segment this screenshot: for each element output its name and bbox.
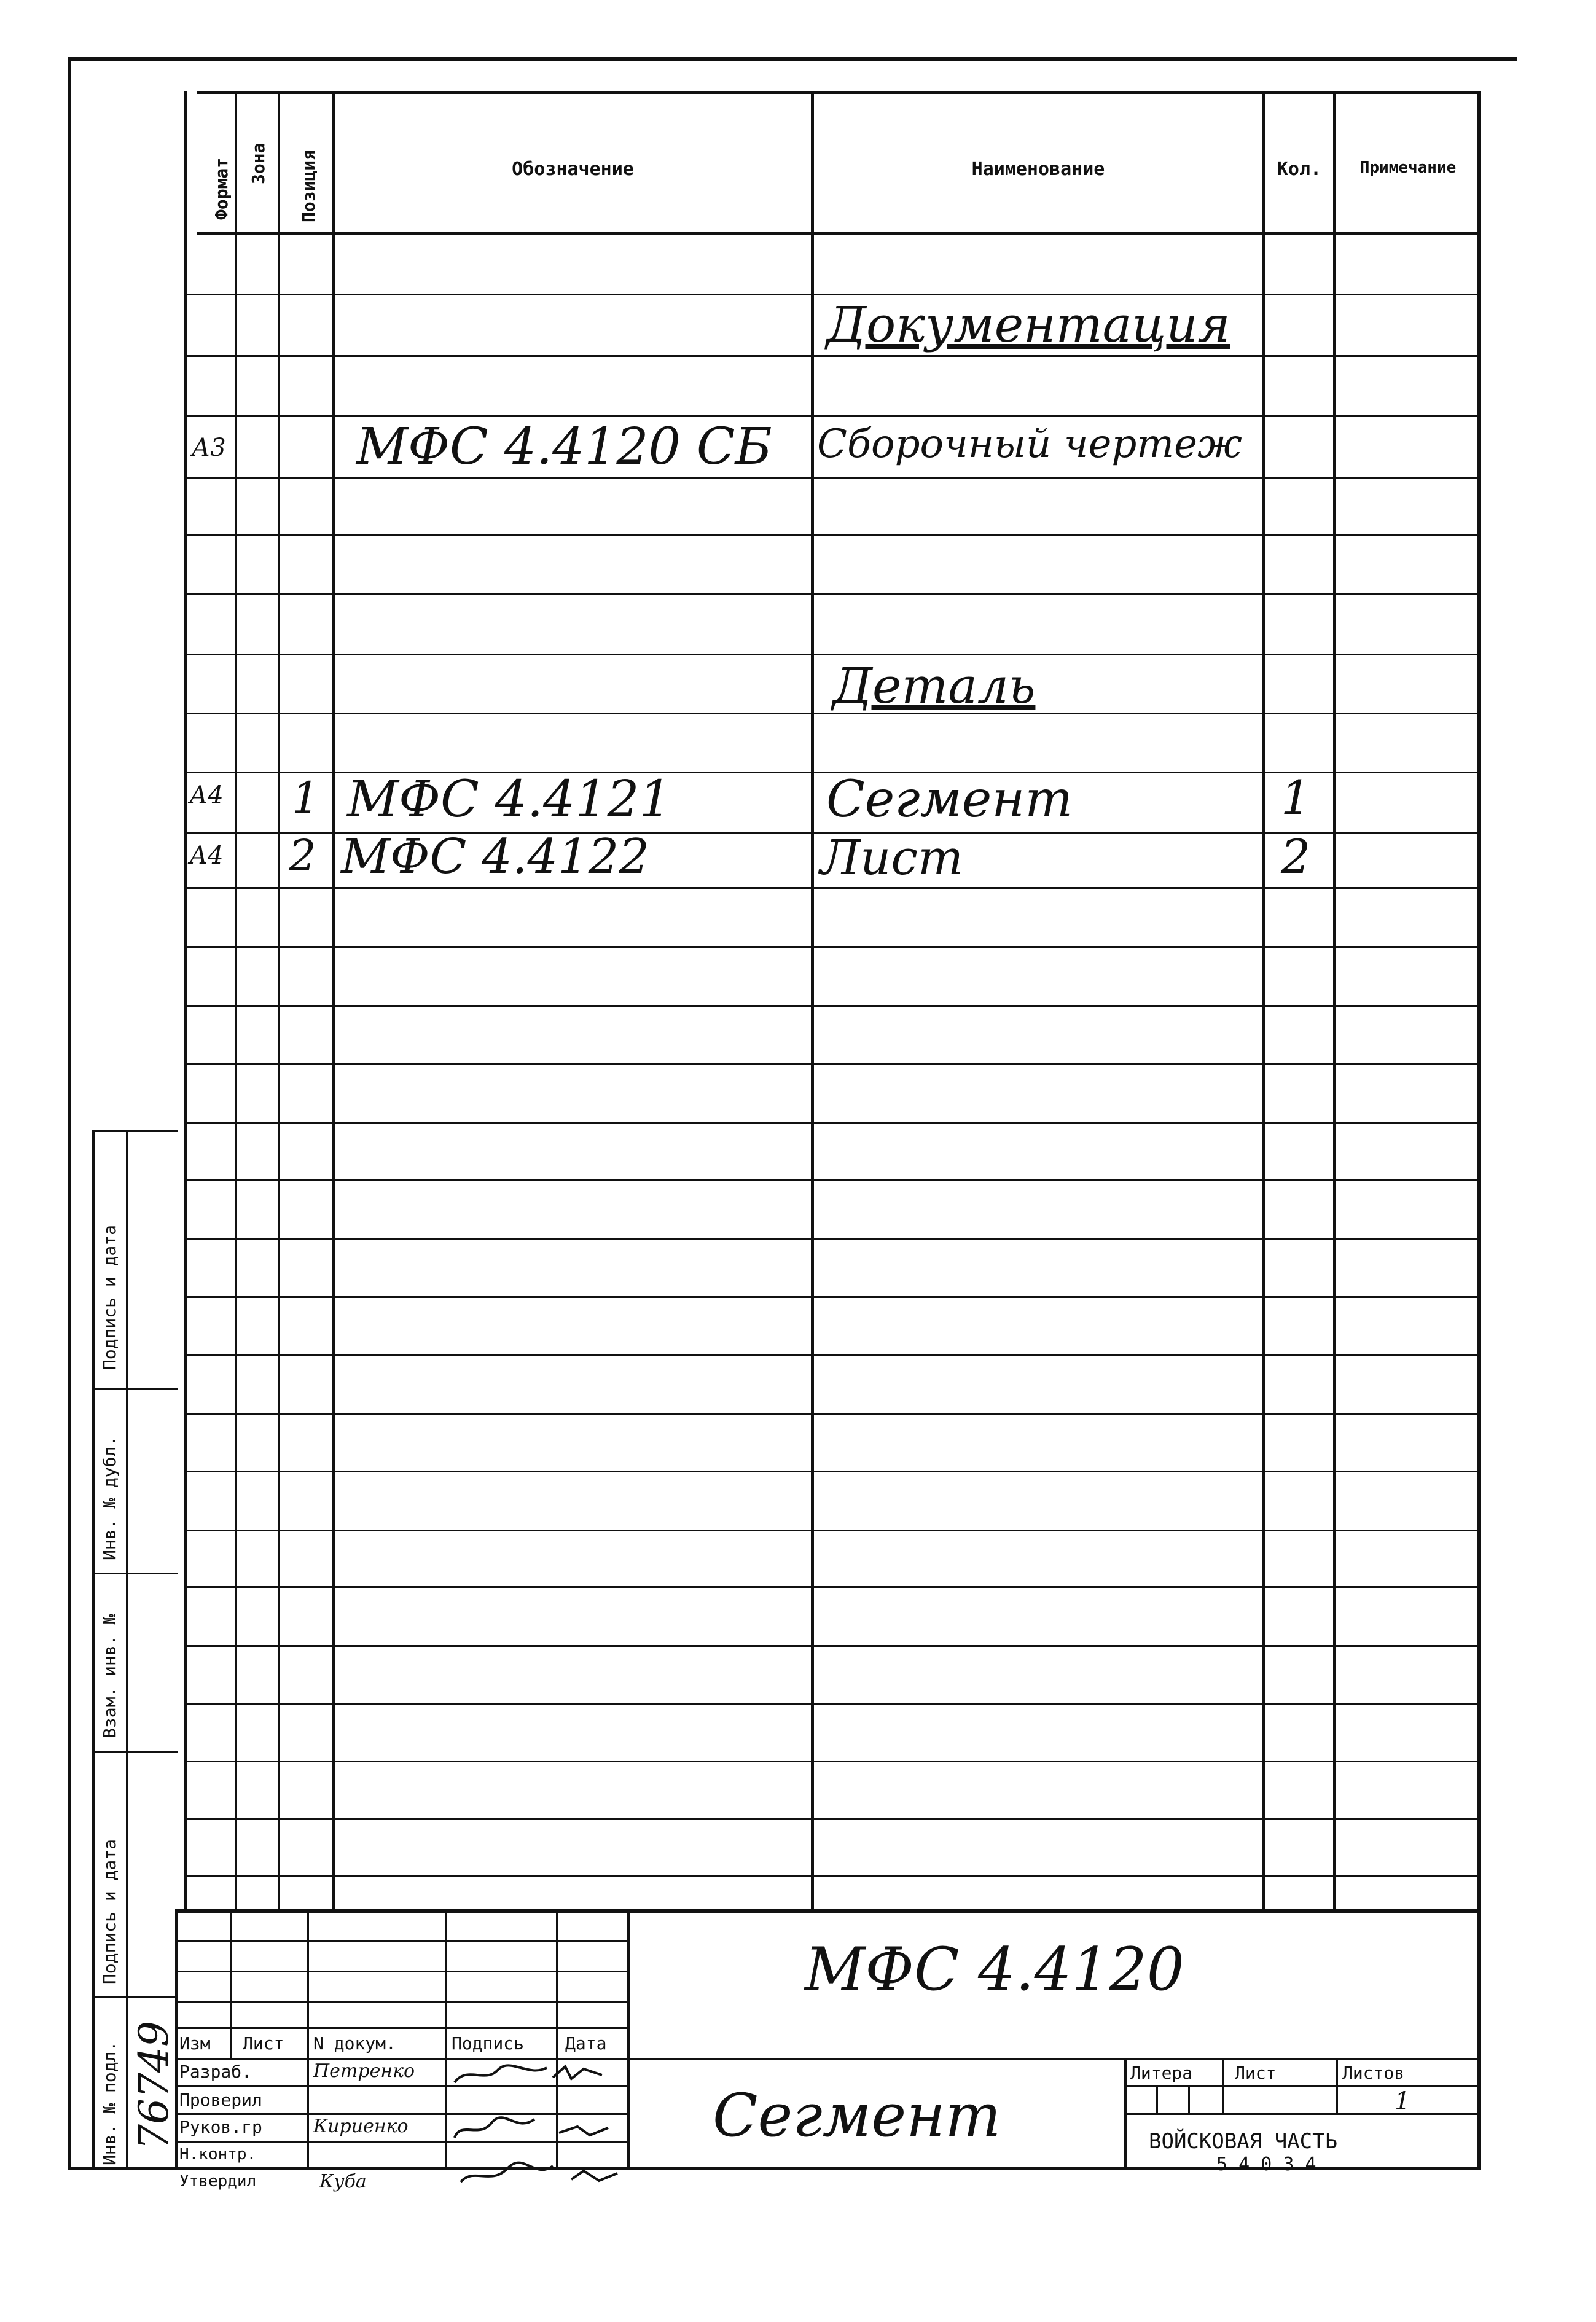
side-inv-podl: Инв. № подл.: [100, 2041, 120, 2165]
section-documentation: Документация: [826, 296, 1230, 353]
row-name: Сегмент: [826, 770, 1073, 829]
header-note: Примечание: [1359, 158, 1457, 177]
tb-doc-number: МФС 4.4120: [805, 1935, 1184, 2004]
row-line: [184, 1586, 1481, 1588]
row-line: [184, 946, 1481, 948]
row-format: А4: [189, 842, 224, 870]
table-header-bottom-line: [197, 232, 1481, 235]
table-top-line: [197, 91, 1481, 94]
row-line: [184, 1238, 1481, 1240]
row-position: 2: [289, 831, 316, 881]
frame-right-line: [1477, 92, 1481, 2168]
row-line: [184, 1296, 1481, 1298]
tb-right-vline: [1156, 2085, 1158, 2113]
row-line: [184, 1179, 1481, 1181]
side-strip-sep: [92, 1996, 178, 1998]
row-line: [184, 355, 1481, 357]
frame-left-line: [68, 57, 71, 2170]
side-strip-mid-line: [126, 1130, 128, 2168]
tb-sheets-value: 1: [1395, 2087, 1410, 2116]
header-zone: Зона: [248, 143, 268, 184]
col-line-note: [1333, 91, 1336, 1909]
col-line-pos: [278, 91, 280, 1909]
tb-row-line: [175, 1940, 630, 1942]
tb-col-list: Лист: [243, 2033, 284, 2054]
side-inv-value: 76749: [130, 2021, 178, 2150]
row-line: [184, 477, 1481, 479]
signature-scribbles: [448, 2059, 627, 2194]
tb-sheets: Листов: [1342, 2063, 1405, 2083]
col-line-format-left: [184, 91, 187, 1909]
side-podpis-data-2: Подпись и дата: [100, 1224, 120, 1370]
side-vzam-inv: Взам. инв. №: [100, 1614, 120, 1738]
row-line: [184, 887, 1481, 889]
row-line: [184, 1413, 1481, 1415]
tb-col-line: [445, 1909, 447, 2170]
tb-row-line: [175, 2027, 630, 2029]
row-line: [184, 534, 1481, 536]
row-line: [184, 1471, 1481, 1472]
side-strip-sep: [92, 1573, 178, 1574]
row-line: [184, 415, 1481, 417]
tb-role-rukov: Руков.гр: [179, 2117, 262, 2137]
section-details: Деталь: [832, 657, 1036, 714]
tb-col-line: [307, 1909, 309, 2170]
row-line: [184, 1645, 1481, 1647]
row-line: [184, 1818, 1481, 1820]
row-line: [184, 1122, 1481, 1124]
tb-right-vline: [1222, 2058, 1224, 2113]
tb-org-line2: 5 4 0 3 4: [1216, 2154, 1316, 2175]
row-line: [184, 1005, 1481, 1007]
tb-col-izm: Изм: [179, 2033, 211, 2054]
tb-role-razrab: Разраб.: [179, 2062, 252, 2082]
col-line-qty: [1262, 91, 1265, 1909]
tb-doc-title: Сегмент: [713, 2081, 1001, 2150]
tb-role-utverdil: Утвердил: [179, 2172, 257, 2191]
row-qty: 2: [1281, 829, 1311, 884]
tb-name-razrab: Петренко: [313, 2060, 415, 2082]
side-strip-sep: [92, 1130, 178, 1132]
header-designation: Обозначение: [512, 158, 634, 180]
col-line-name: [811, 91, 814, 1909]
tb-col-data: Дата: [565, 2033, 607, 2054]
row-designation: МФС 4.4120 СБ: [356, 418, 772, 476]
row-line: [184, 1703, 1481, 1705]
header-name: Наименование: [971, 158, 1105, 180]
row-line: [184, 1530, 1481, 1531]
tb-name-rukov: Кириенко: [313, 2116, 409, 2137]
tb-col-line: [230, 1909, 232, 2060]
row-line: [184, 593, 1481, 595]
side-strip-sep: [92, 1751, 178, 1753]
col-line-designation: [332, 91, 335, 1909]
tb-col-ndokum: N докум.: [313, 2033, 396, 2054]
row-line: [184, 654, 1481, 655]
row-designation: МФС 4.4122: [341, 829, 650, 885]
tb-row-line: [175, 2001, 630, 2003]
side-podpis-data-1: Подпись и дата: [100, 1839, 120, 1984]
row-line: [184, 1063, 1481, 1065]
row-qty: 1: [1281, 770, 1311, 825]
col-line-zone: [235, 91, 237, 1909]
row-position: 1: [292, 773, 319, 823]
row-name: Лист: [820, 831, 963, 886]
header-format: Формат: [211, 157, 232, 220]
tb-sheet: Лист: [1235, 2063, 1277, 2083]
tb-litera: Литера: [1130, 2063, 1193, 2083]
title-block-top-line: [175, 1909, 1481, 1913]
header-qty: Кол.: [1277, 158, 1322, 180]
row-format: А4: [189, 781, 224, 810]
row-line: [184, 1354, 1481, 1356]
side-inv-dubl: Инв. № дубл.: [100, 1436, 120, 1560]
tb-col-podpis: Подпись: [452, 2033, 525, 2054]
tb-name-utverdil: Куба: [319, 2171, 367, 2192]
row-line: [184, 1875, 1481, 1877]
side-strip-left-line: [92, 1130, 95, 2168]
row-designation: МФС 4.4121: [347, 770, 671, 829]
row-format: А3: [192, 434, 226, 462]
frame-top-line: [68, 57, 1517, 61]
tb-col-line: [627, 1909, 630, 2170]
tb-right-vline: [1336, 2058, 1338, 2113]
tb-right-vline: [1188, 2085, 1190, 2113]
row-name: Сборочный чертеж: [817, 421, 1242, 467]
side-strip-sep: [92, 1388, 178, 1390]
tb-row-line: [175, 1971, 630, 1972]
tb-role-nkontr: Н.контр.: [179, 2145, 257, 2164]
tb-right-row-line: [1124, 2085, 1481, 2087]
header-position: Позиция: [299, 149, 319, 222]
row-line: [184, 294, 1481, 295]
tb-right-row-line: [1124, 2113, 1481, 2115]
tb-role-proveril: Проверил: [179, 2090, 262, 2110]
tb-org-line1: ВОЙСКОВАЯ ЧАСТЬ: [1149, 2129, 1338, 2154]
row-line: [184, 1761, 1481, 1762]
